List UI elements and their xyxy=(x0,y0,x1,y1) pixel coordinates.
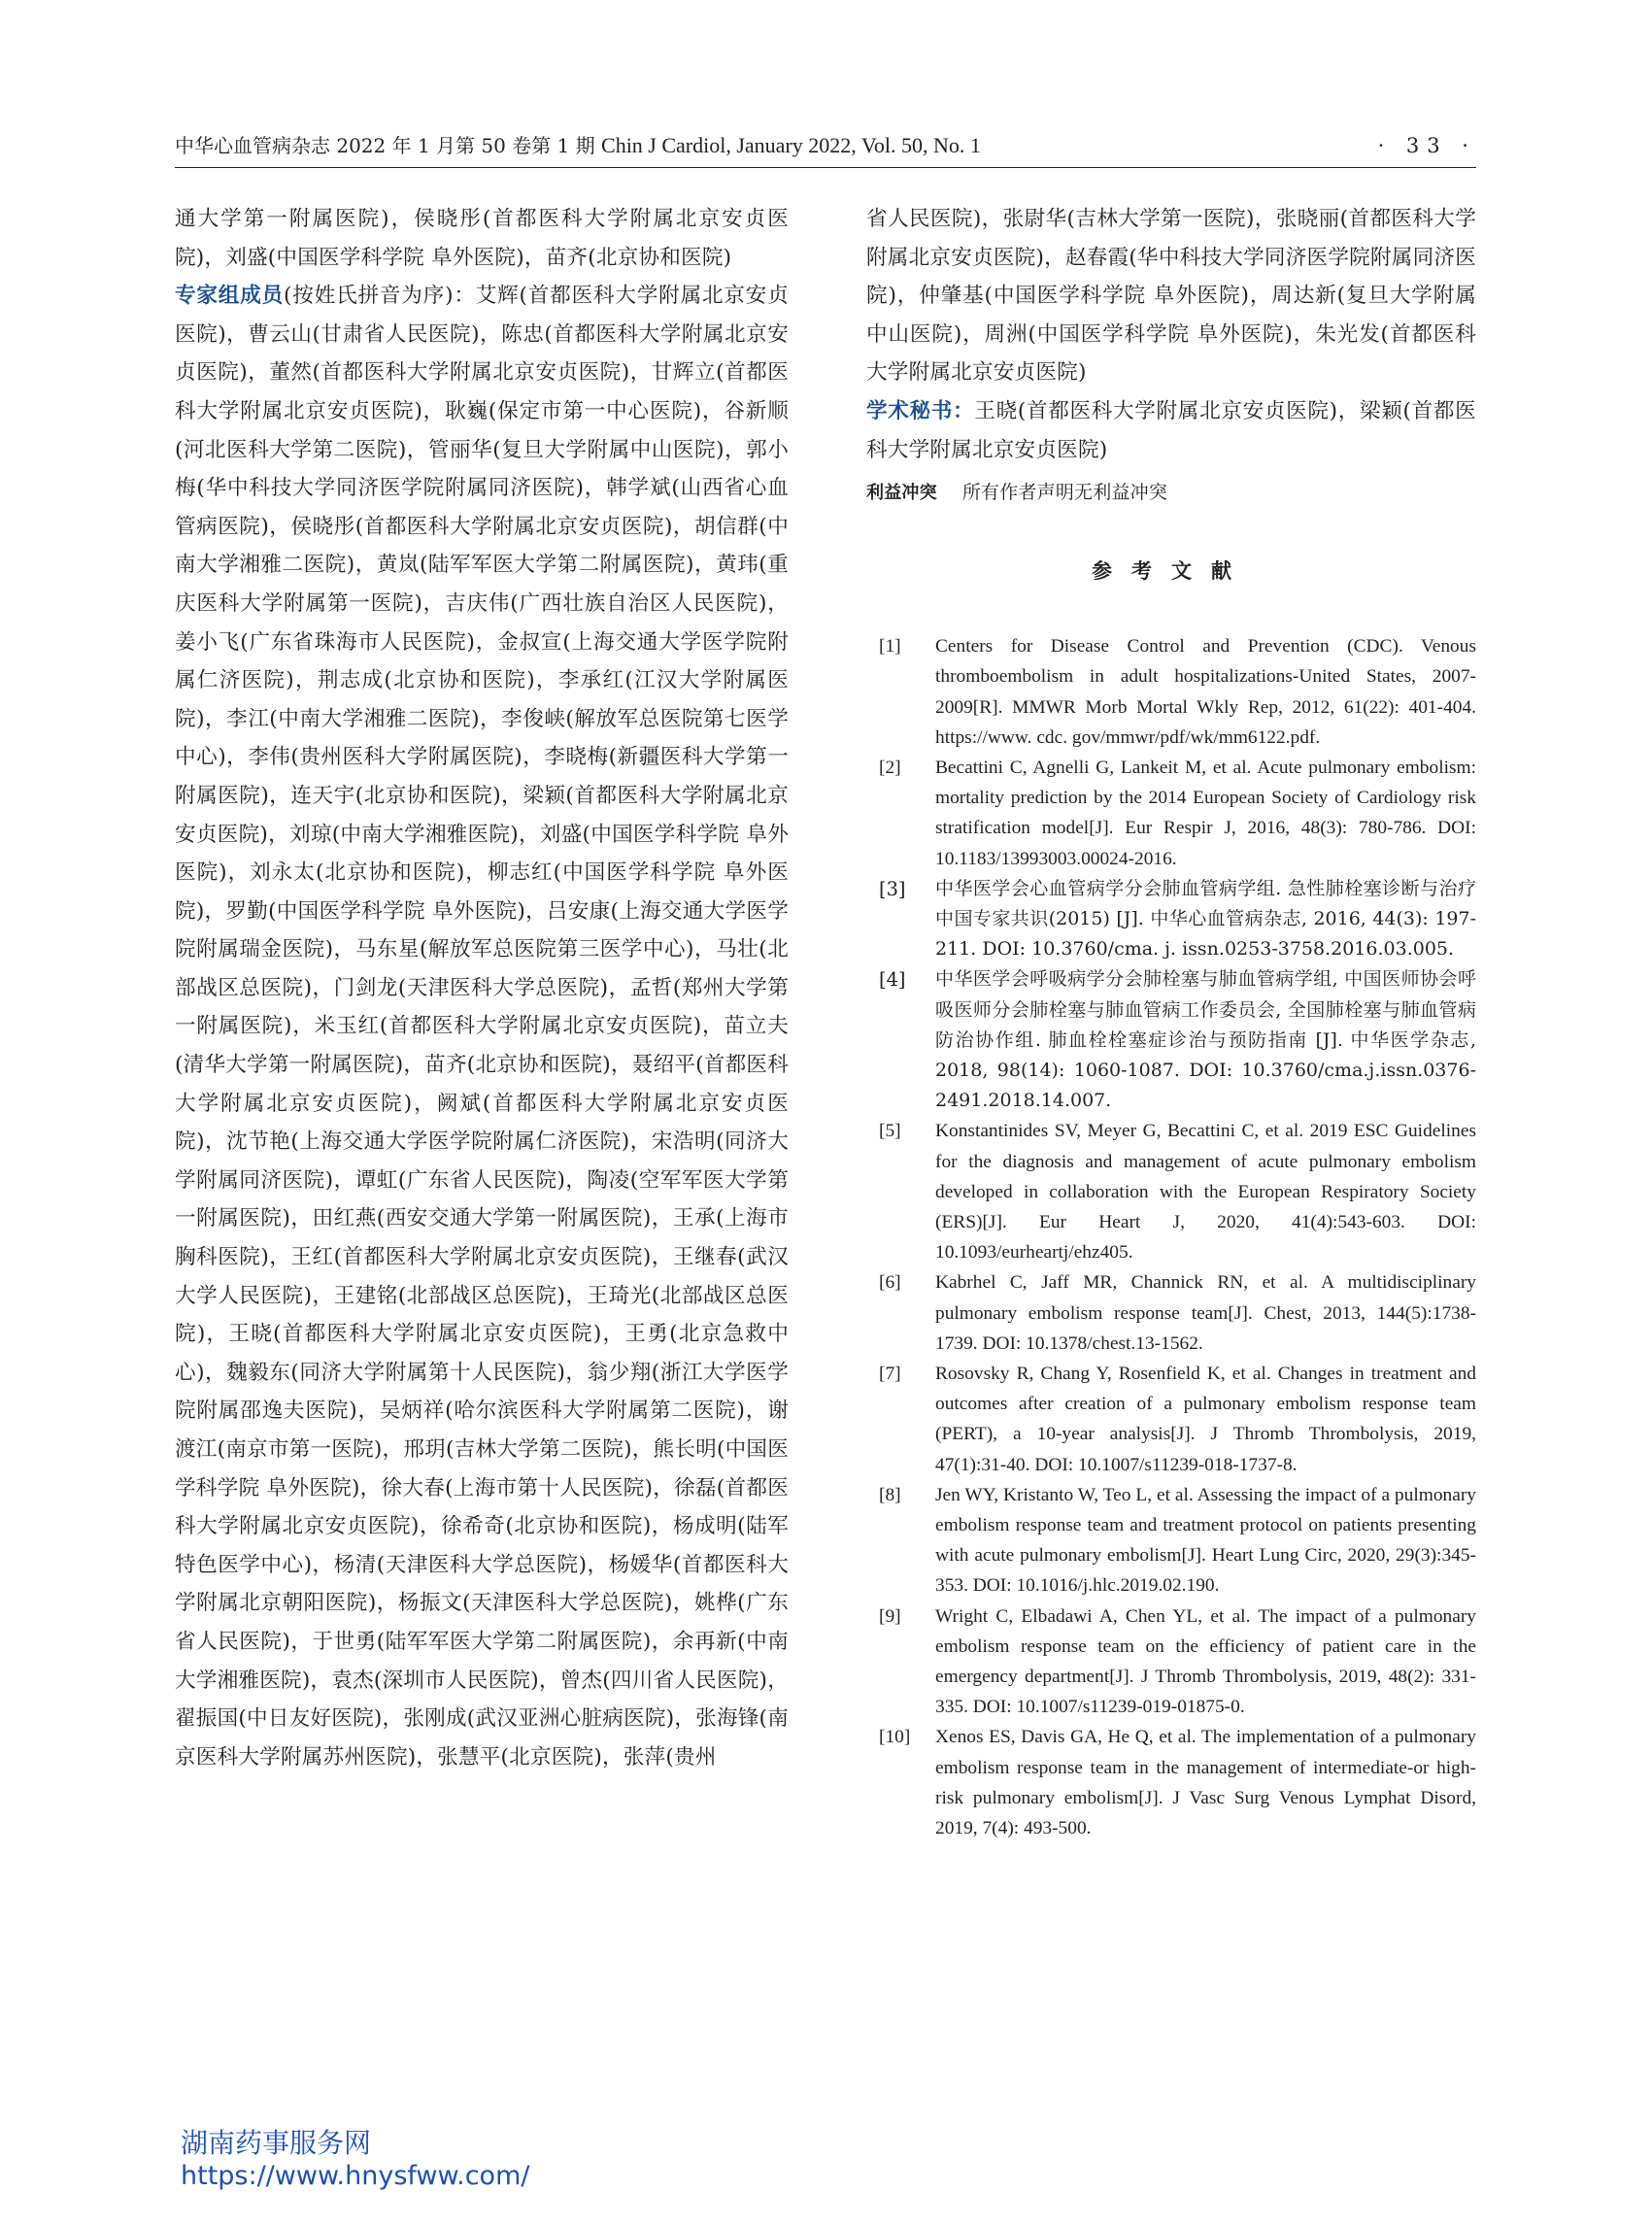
secretary-paragraph xyxy=(866,392,1476,469)
reference-item xyxy=(866,753,1476,874)
reference-number: [7] xyxy=(879,1364,901,1385)
coi-label: 利益冲突 xyxy=(866,483,937,504)
references-heading: 参考文献 xyxy=(1092,559,1251,584)
reference-item xyxy=(866,964,1476,1116)
watermark-url: https://www.hnysfww.com/ xyxy=(181,2161,530,2191)
journal-title-cn: 中华心血管病杂志 2022 年 1 月第 50 卷第 1 期 xyxy=(175,134,595,157)
reference-number: [5] xyxy=(879,1121,901,1142)
secretary-label: 学术秘书： xyxy=(866,398,975,423)
reference-item xyxy=(866,874,1476,965)
reference-item xyxy=(866,1722,1476,1843)
reference-text: 中华医学会心血管病学分会肺血管病学组. 急性肺栓塞诊断与治疗中国专家共识(2015) [J]. 中华心血管病杂志, 2016, 44(3): 197-211. DOI: 10.3760/cma. j. issn.0253-3758.2016.03.005. xyxy=(935,877,1476,961)
reference-number: [2] xyxy=(879,757,901,778)
reference-text: Centers for Disease Control and Prevention (CDC). Venous thromboembolism in adult hospitalizations-United States, 2007-2009[R]. MMWR Morb Mortal Wkly Rep, 2012, 61(22): 401-404. https://www. cdc. gov/mmwr/pdf/wk/mm6122.pdf. xyxy=(935,636,1476,748)
reference-number: [6] xyxy=(879,1272,901,1294)
reference-text: Kabrhel C, Jaff MR, Channick RN, et al. A multidisciplinary pulmonary embolism response team[J]. Chest, 2013, 144(5):1738-1739. DOI: 10.1378/chest.13-1562. xyxy=(935,1272,1476,1354)
reference-list xyxy=(866,631,1476,1843)
experts-label: 专家组成员 xyxy=(175,284,285,309)
watermark-title: 湖南药事服务网 xyxy=(181,2127,372,2159)
reference-text: Jen WY, Kristanto W, Teo L, et al. Assessing the impact of a pulmonary embolism response team and treatment protocol on patients presenting with acute pulmonary embolism[J]. Heart Lung Circ, 2020, 29(3):345-353. DOI: 10.1016/j.hlc.2019.02.190. xyxy=(935,1484,1476,1597)
conflict-of-interest xyxy=(866,475,1476,511)
reference-number: [9] xyxy=(879,1605,901,1627)
right-column xyxy=(866,200,1476,1843)
reference-number: [10] xyxy=(879,1727,911,1748)
reference-number: [8] xyxy=(879,1484,901,1505)
reference-number: [1] xyxy=(879,636,901,657)
left-continuation-text: 通大学第一附属医院)，侯晓彤(首都医科大学附属北京安贞医院)，刘盛(中国医学科学院 阜外医院)，苗齐(北京协和医院) xyxy=(175,207,789,270)
reference-item xyxy=(866,1480,1476,1601)
reference-number: [4] xyxy=(879,968,906,992)
running-head xyxy=(175,132,1476,159)
left-column xyxy=(175,200,789,1776)
right-continuation-text: 省人民医院)，张尉华(吉林大学第一医院)，张晓丽(首都医科大学附属北京安贞医院)，赵春霞(华中科技大学同济医学院附属同济医院)，仲肇基(中国医学科学院 阜外医院)，周达新(复旦大学附属中山医院)，周洲(中国医学科学院 阜外医院)，朱光发(首都医科大学附属北京安贞医院) xyxy=(866,207,1476,386)
reference-number: [3] xyxy=(879,877,906,900)
secretary-text: 王晓(首都医科大学附属北京安贞医院)，梁颖(首都医科大学附属北京安贞医院) xyxy=(866,398,1476,462)
coi-text: 所有作者声明无利益冲突 xyxy=(961,482,1168,504)
site-watermark xyxy=(181,2127,763,2193)
experts-paragraph xyxy=(175,277,789,1776)
journal-title-en: Chin J Cardiol, January 2022, Vol. 50, No. 1 xyxy=(601,133,981,157)
reference-item xyxy=(866,631,1476,753)
reference-item xyxy=(866,1116,1476,1267)
header-rule xyxy=(175,167,1476,168)
reference-item xyxy=(866,1601,1476,1723)
reference-text: 中华医学会呼吸病学分会肺栓塞与肺血管病学组, 中国医师协会呼吸医师分会肺栓塞与肺血管病工作委员会, 全国肺栓塞与肺血管病防治协作组. 肺血栓栓塞症诊治与预防指南 [J]. 中华医学杂志, 2018, 98(14): 1060-1087. DOI: 10.3760/cma.j.issn.0376-2491.2018.14.007. xyxy=(935,968,1476,1112)
reference-text: Wright C, Elbadawi A, Chen YL, et al. The impact of a pulmonary embolism response team on the efficiency of patient care in the emergency department[J]. J Thromb Thrombolysis, 2019, 48(2): 331-335. DOI: 10.1007/s11239-019-01875-0. xyxy=(935,1605,1476,1718)
reference-text: Konstantinides SV, Meyer G, Becattini C, et al. 2019 ESC Guidelines for the diagnosis and management of acute pulmonary embolism developed in collaboration with the European Respiratory Society (ERS)[J]. Eur Heart J, 2020, 41(4):543-603. DOI: 10.1093/eurheartj/ehz405. xyxy=(935,1121,1476,1264)
reference-text: Rosovsky R, Chang Y, Rosenfield K, et al. Changes in treatment and outcomes after creation of a pulmonary embolism response team (PERT), a 10-year analysis[J]. J Thromb Thrombolysis, 2019, 47(1):31-40. DOI: 10.1007/s11239-018-1737-8. xyxy=(935,1364,1476,1475)
reference-text: Becattini C, Agnelli G, Lankeit M, et al. Acute pulmonary embolism: mortality prediction by the 2014 European Society of Cardiology risk stratification model[J]. Eur Respir J, 2016, 48(3): 780-786. DOI: 10.1183/13993003.00024-2016. xyxy=(935,757,1476,869)
reference-item xyxy=(866,1267,1476,1359)
page-number: · 33 · xyxy=(1377,134,1476,157)
reference-item xyxy=(866,1359,1476,1480)
reference-text: Xenos ES, Davis GA, He Q, et al. The implementation of a pulmonary embolism response team in the management of intermediate-or high-risk pulmonary embolism[J]. J Vasc Surg Venous Lymphat Disord, 2019, 7(4): 493-500. xyxy=(935,1727,1476,1839)
experts-text: (按姓氏拼音为序)：艾辉(首都医科大学附属北京安贞医院)，曹云山(甘肃省人民医院)，陈忠(首都医科大学附属北京安贞医院)，董然(首都医科大学附属北京安贞医院)，甘辉立(首都医科大学附属北京安贞医院)，耿巍(保定市第一中心医院)，谷新顺(河北医科大学第二医院)，管丽华(复旦大学附属中山医院)，郭小梅(华中科技大学同济医学院附属同济医院)，韩学斌(山西省心血管病医院)，侯晓彤(首都医科大学附属北京安贞医院)，胡信群(中南大学湘雅二医院)，黄岚(陆军军医大学第二附属医院)，黄玮(重庆医科大学附属第一医院)，吉庆伟(广西壮族自治区人民医院)，姜小飞(广东省珠海市人民医院)，金叔宣(上海交通大学医学院附属仁济医院)，荆志成(北京协和医院)，李承红(江汉大学附属医院)，李江(中南大学湘雅二医院)，李俊峡(解放军总医院第七医学中心)，李伟(贵州医科大学附属医院)，李晓梅(新疆医科大学第一附属医院)，连天宇(北京协和医院)，梁颖(首都医科大学附属北京安贞医院)，刘琼(中南大学湘雅医院)，刘盛(中国医学科学院 阜外医院)，刘永太(北京协和医院)，柳志红(中国医学科学院 阜外医院)，罗勤(中国医学科学院 阜外医院)，吕安康(上海交通大学医学院附属瑞金医院)，马东星(解放军总医院第三医学中心)，马壮(北部战区总医院)，门剑龙(天津医科大学总医院)，孟哲(郑州大学第一附属医院)，米玉红(首都医科大学附属北京安贞医院)，苗立夫(清华大学第一附属医院)，苗齐(北京协和医院)，聂绍平(首都医科大学附属北京安贞医院)，阙斌(首都医科大学附属北京安贞医院)，沈节艳(上海交通大学医学院附属仁济医院)，宋浩明(同济大学附属同济医院)，谭虹(广东省人民医院)，陶凌(空军军医大学第一附属医院)，田红燕(西安交通大学第一附属医院)，王承(上海市胸科医院)，王红(首都医科大学附属北京安贞医院)，王继春(武汉大学人民医院)，王建铭(北部战区总医院)，王琦光(北部战区总医院)，王晓(首都医科大学附属北京安贞医院)，王勇(北京急救中心)，魏毅东(同济大学附属第十人民医院)，翁少翔(浙江大学医学院附属邵逸夫医院)，吴炳祥(哈尔滨医科大学附属第二医院)，谢渡江(南京市第一医院)，邢玥(吉林大学第二医院)，熊长明(中国医学科学院 阜外医院)，徐大春(上海市第十人民医院)，徐磊(首都医科大学附属北京安贞医院)，徐希奇(北京协和医院)，杨成明(陆军特色医学中心)，杨清(天津医科大学总医院)，杨媛华(首都医科大学附属北京朝阳医院)，杨振文(天津医科大学总医院)，姚桦(广东省人民医院)，于世勇(陆军军医大学第二附属医院)，余再新(中南大学湘雅医院)，袁杰(深圳市人民医院)，曾杰(四川省人民医院)，翟振国(中日友好医院)，张刚成(武汉亚洲心脏病医院)，张海锋(南京医科大学附属苏州医院)，张慧平(北京医院)，张萍(贵州 xyxy=(175,284,789,1770)
